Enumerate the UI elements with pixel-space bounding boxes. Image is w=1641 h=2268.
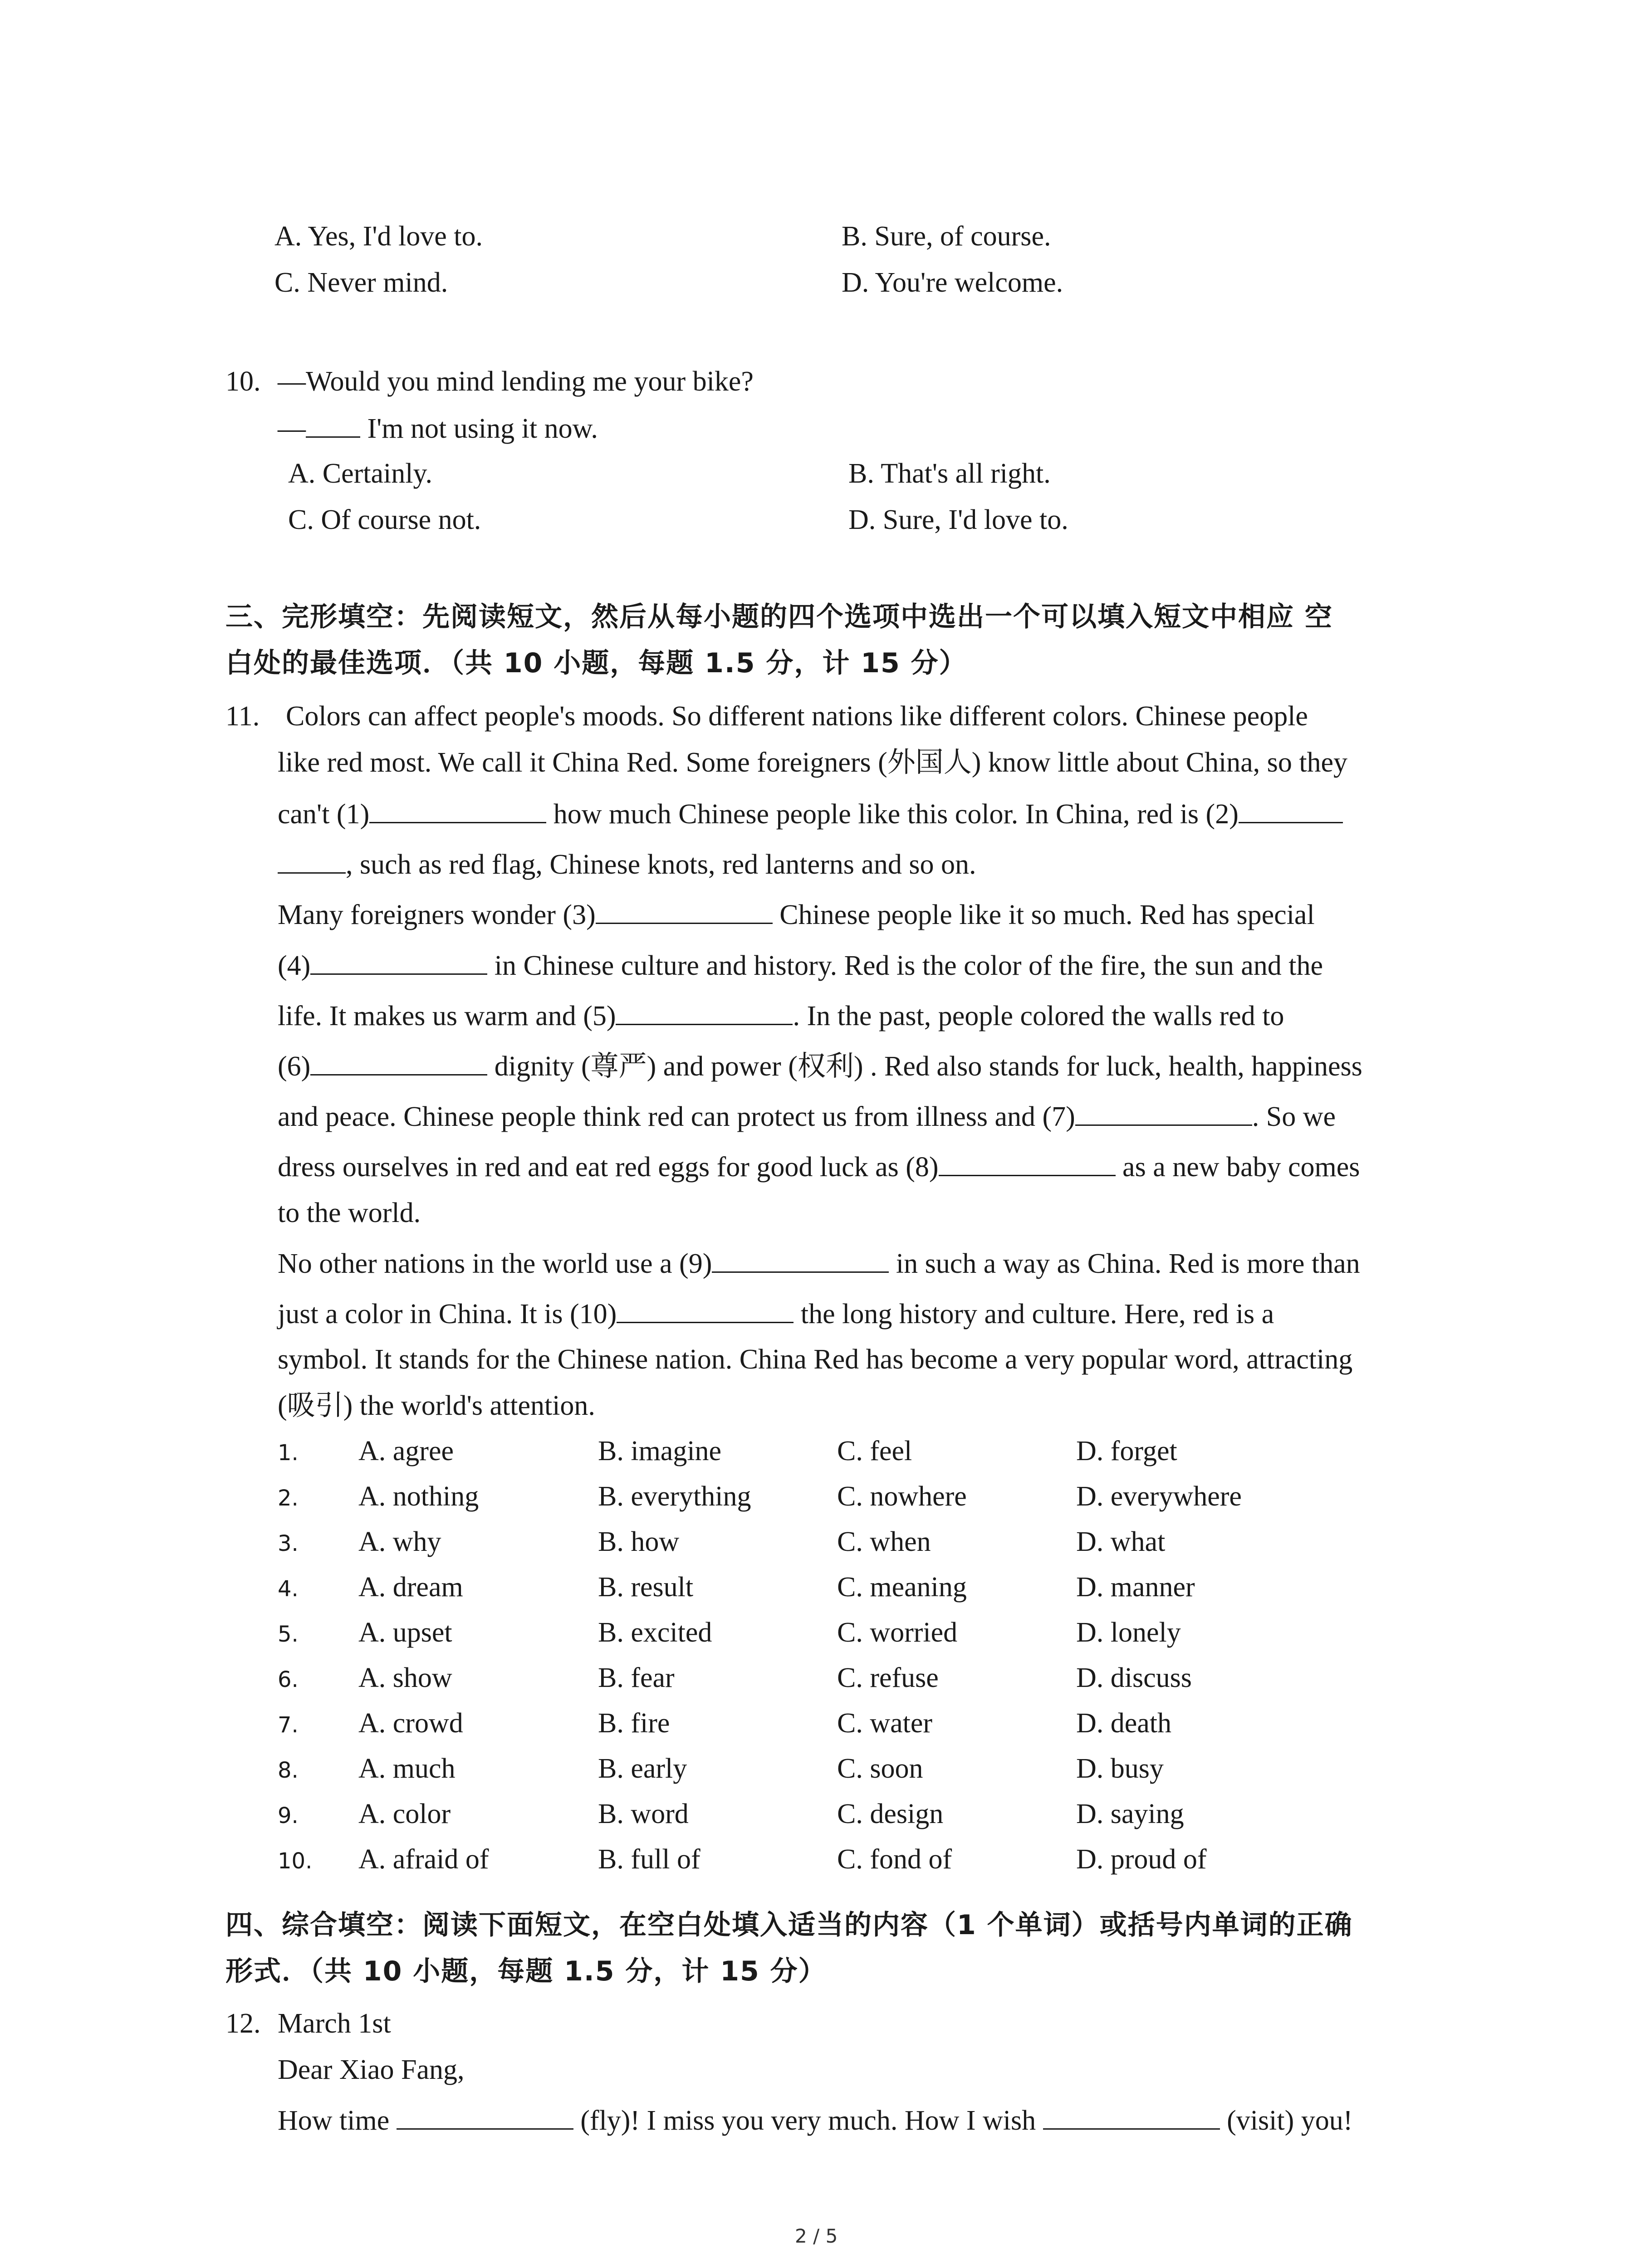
q11-line-4-text: , such as red flag, Chinese knots, red lanterns and so on. (346, 849, 976, 880)
option-row-number: 5. (278, 1622, 299, 1647)
option-10-c[interactable]: C. fond of (837, 1844, 952, 1875)
q11-line-14: symbol. It stands for the Chinese nation. China Red has become a very popular word, attracting (278, 1344, 1353, 1375)
option-8-d[interactable]: D. busy (1076, 1753, 1164, 1784)
option-row-8 (278, 1755, 299, 1783)
option-row-number: 10. (278, 1848, 313, 1874)
option-1-b[interactable]: B. imagine (598, 1436, 722, 1466)
option-7-a[interactable]: A. crowd (358, 1708, 463, 1739)
option-8-b[interactable]: B. early (598, 1753, 687, 1784)
q10-reply (278, 414, 598, 443)
q12-greeting: Dear Xiao Fang, (278, 2054, 465, 2085)
blank-6[interactable] (310, 1051, 487, 1075)
option-7-d[interactable]: D. death (1076, 1708, 1172, 1739)
q12-blank-fly[interactable] (397, 2106, 573, 2130)
option-row-10 (278, 1845, 312, 1873)
q12-blank-visit[interactable] (1043, 2106, 1220, 2130)
q11-line-11: to the world. (278, 1198, 421, 1228)
option-3-b[interactable]: B. how (598, 1526, 680, 1557)
option-6-a[interactable]: A. show (358, 1662, 452, 1693)
q11-line-13 (278, 1299, 1274, 1328)
q10-stem: —Would you mind lending me your bike? (278, 366, 754, 397)
option-row-number: 9. (278, 1803, 299, 1828)
option-row-number: 6. (278, 1667, 299, 1692)
q10-reply-rest: I'm not using it now. (360, 413, 598, 444)
section4-heading-line1: 四、综合填空：阅读下面短文，在空白处填入适当的内容（1 个单词）或括号内单词的正确 (225, 1909, 1353, 1941)
q11-line-10-end: as a new baby comes (1115, 1152, 1360, 1183)
q10-option-c: C. Of course not. (288, 504, 481, 535)
q11-line-3 (278, 799, 1343, 828)
option-6-c[interactable]: C. refuse (837, 1662, 939, 1693)
q11-line-6 (278, 951, 1323, 980)
option-4-b[interactable]: B. result (598, 1572, 694, 1603)
option-2-d[interactable]: D. everywhere (1076, 1481, 1242, 1512)
option-row-3 (278, 1528, 299, 1556)
blank-8[interactable] (939, 1152, 1116, 1176)
q11-line-2: like red most. We call it China Red. Some foreigners (外国人) know little about China, so they (278, 747, 1348, 778)
option-2-a[interactable]: A. nothing (358, 1481, 479, 1512)
option-row-number: 2. (278, 1486, 299, 1511)
q12-date: March 1st (278, 2008, 391, 2039)
q10-option-d: D. Sure, I'd love to. (848, 504, 1068, 535)
blank-2-continued[interactable] (278, 850, 346, 874)
q11-line-3-end: how much Chinese people like this color. In China, red is (2) (546, 799, 1239, 830)
q9-option-c: C. Never mind. (274, 267, 448, 298)
section3-heading-line1: 三、完形填空：先阅读短文，然后从每小题的四个选项中选出一个可以填入短文中相应 空 (225, 601, 1333, 633)
option-9-d[interactable]: D. saying (1076, 1799, 1184, 1829)
option-1-d[interactable]: D. forget (1076, 1436, 1177, 1466)
page-number: 2 / 5 (795, 2225, 838, 2247)
q11-line-5-start: Many foreigners wonder (3) (278, 899, 596, 930)
q11-line-13-end: the long history and culture. Here, red is a (794, 1299, 1274, 1330)
q11-line-10-start: dress ourselves in red and eat red eggs for good luck as (8) (278, 1152, 939, 1183)
q10-answer-blank[interactable] (306, 414, 360, 438)
option-row-9 (278, 1800, 299, 1828)
q11-line-12-end: in such a way as China. Red is more than (889, 1248, 1360, 1279)
option-4-c[interactable]: C. meaning (837, 1572, 967, 1603)
q12-line-1-end: (visit) you! (1220, 2105, 1353, 2136)
option-6-d[interactable]: D. discuss (1076, 1662, 1192, 1693)
option-1-c[interactable]: C. feel (837, 1436, 912, 1466)
option-8-a[interactable]: A. much (358, 1753, 456, 1784)
option-5-b[interactable]: B. excited (598, 1617, 712, 1648)
option-10-b[interactable]: B. full of (598, 1844, 700, 1875)
option-5-d[interactable]: D. lonely (1076, 1617, 1181, 1648)
option-row-number: 4. (278, 1576, 299, 1602)
q12-line-1 (278, 2106, 1352, 2135)
blank-5[interactable] (616, 1001, 793, 1025)
option-9-a[interactable]: A. color (358, 1799, 451, 1829)
q11-line-10 (278, 1152, 1360, 1181)
q11-line-8-end: dignity (尊严) and power (权利) . Red also stands for luck, health, happiness (487, 1051, 1362, 1082)
q10-option-a: A. Certainly. (288, 458, 432, 489)
blank-1[interactable] (369, 799, 546, 823)
q11-line-7-start: life. It makes us warm and (5) (278, 1001, 616, 1031)
option-row-2 (278, 1482, 299, 1510)
q11-line-1: Colors can affect people's moods. So different nations like different colors. Chinese people (286, 701, 1308, 732)
q11-line-15: (吸引) the world's attention. (278, 1390, 595, 1421)
option-3-a[interactable]: A. why (358, 1526, 441, 1557)
blank-10[interactable] (617, 1299, 794, 1323)
blank-9[interactable] (712, 1249, 889, 1273)
blank-4[interactable] (310, 951, 487, 975)
option-10-d[interactable]: D. proud of (1076, 1844, 1207, 1875)
option-3-c[interactable]: C. when (837, 1526, 931, 1557)
q10-option-b: B. That's all right. (848, 458, 1051, 489)
option-8-c[interactable]: C. soon (837, 1753, 923, 1784)
option-row-7 (278, 1709, 299, 1737)
q11-line-9-end: . So we (1252, 1101, 1336, 1132)
q11-line-6-end: in Chinese culture and history. Red is the color of the fire, the sun and the (487, 950, 1323, 981)
option-row-number: 8. (278, 1758, 299, 1783)
q11-line-8 (278, 1051, 1362, 1080)
option-2-c[interactable]: C. nowhere (837, 1481, 967, 1512)
q9-option-b: B. Sure, of course. (842, 221, 1051, 252)
option-5-c[interactable]: C. worried (837, 1617, 958, 1648)
section3-heading-line2: 白处的最佳选项．（共 10 小题，每题 1.5 分，计 15 分） (225, 647, 967, 679)
option-row-number: 1. (278, 1440, 299, 1466)
option-7-b[interactable]: B. fire (598, 1708, 670, 1739)
q11-line-5-end: Chinese people like it so much. Red has special (772, 899, 1315, 930)
q11-line-13-start: just a color in China. It is (10) (278, 1299, 617, 1330)
option-row-1 (278, 1437, 299, 1465)
q11-line-3-start: can't (1) (278, 799, 370, 830)
option-row-number: 3. (278, 1531, 299, 1556)
option-7-c[interactable]: C. water (837, 1708, 933, 1739)
q11-line-7 (278, 1001, 1284, 1030)
q9-option-a: A. Yes, I'd love to. (274, 221, 483, 252)
option-9-c[interactable]: C. design (837, 1799, 944, 1829)
option-4-a[interactable]: A. dream (358, 1572, 463, 1603)
option-10-a[interactable]: A. afraid of (358, 1844, 489, 1875)
q11-line-6-start: (4) (278, 950, 311, 981)
option-3-d[interactable]: D. what (1076, 1526, 1166, 1557)
q11-line-9 (278, 1102, 1336, 1131)
q12-number: 12. (225, 2008, 261, 2039)
option-1-a[interactable]: A. agree (358, 1436, 454, 1466)
q9-option-d: D. You're welcome. (842, 267, 1063, 298)
option-row-4 (278, 1573, 299, 1601)
blank-2[interactable] (1239, 799, 1343, 823)
q12-line-1-start: How time (278, 2105, 397, 2136)
q11-line-4 (278, 850, 976, 879)
option-row-number: 7. (278, 1712, 299, 1738)
option-row-5 (278, 1618, 299, 1647)
blank-7[interactable] (1075, 1102, 1252, 1126)
blank-3[interactable] (596, 900, 773, 924)
q11-line-12-start: No other nations in the world use a (9) (278, 1248, 712, 1279)
q10-number: 10. (225, 366, 261, 397)
q11-line-5 (278, 900, 1315, 929)
q11-line-8-start: (6) (278, 1051, 311, 1082)
q11-line-12 (278, 1249, 1360, 1278)
q11-number: 11. (225, 701, 260, 732)
q12-line-1-middle: (fly)! I miss you very much. How I wish (573, 2105, 1043, 2136)
q11-line-7-end: . In the past, people colored the walls red to (793, 1001, 1284, 1031)
option-5-a[interactable]: A. upset (358, 1617, 452, 1648)
option-4-d[interactable]: D. manner (1076, 1572, 1195, 1603)
section4-heading-line2: 形式．（共 10 小题，每题 1.5 分，计 15 分） (225, 1955, 827, 1987)
option-9-b[interactable]: B. word (598, 1799, 689, 1829)
option-6-b[interactable]: B. fear (598, 1662, 675, 1693)
option-row-6 (278, 1664, 299, 1692)
option-2-b[interactable]: B. everything (598, 1481, 751, 1512)
q10-reply-dash: — (278, 413, 306, 444)
q11-line-9-start: and peace. Chinese people think red can protect us from illness and (7) (278, 1101, 1075, 1132)
